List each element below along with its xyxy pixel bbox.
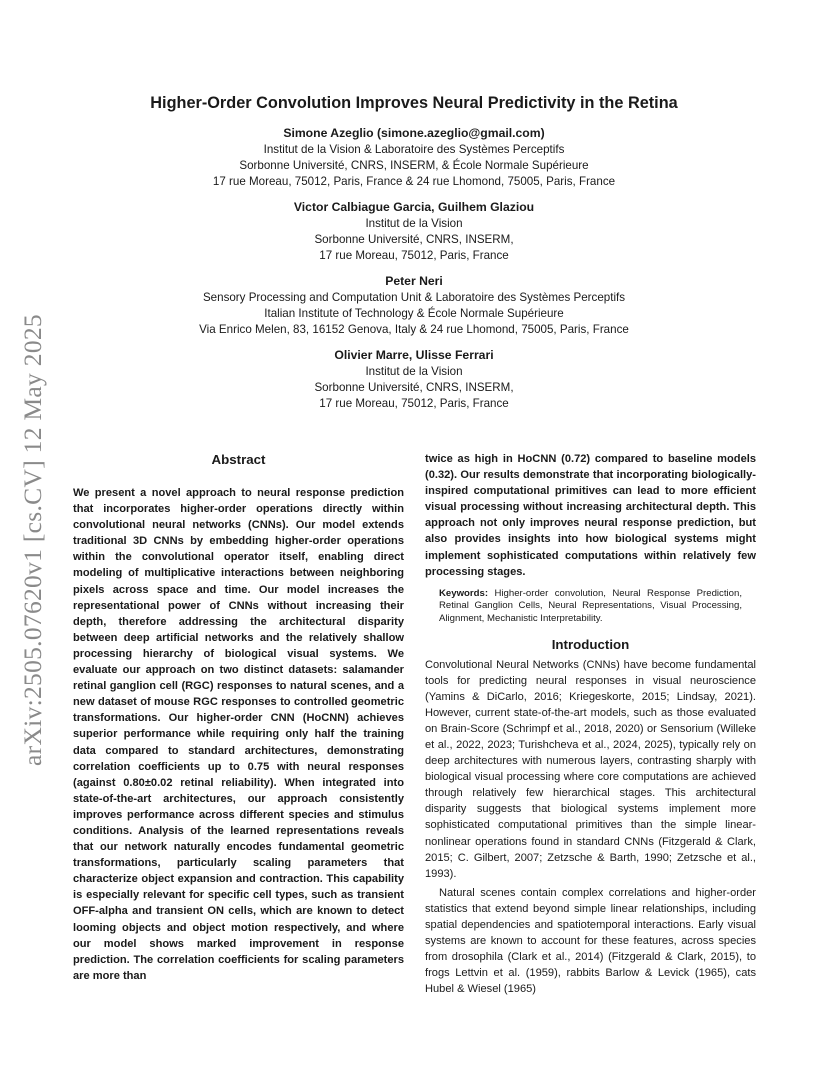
affiliation-line: Sorbonne Université, CNRS, INSERM, xyxy=(314,381,514,394)
affiliation-line: Institut de la Vision & Laboratoire des Systèmes Perceptifs xyxy=(263,143,565,156)
author-block xyxy=(80,199,748,264)
right-column xyxy=(425,451,756,998)
introduction-paragraph: Natural scenes contain complex correlations and higher-order statistics that extend beyond simple linear relationships, including spatial dependencies and spatiotemporal interactions. Early visual systems are known to account for these features, across species from drosophila (Clark et al., 2014) (Fitzgerald & Clark, 2015), to frogs Lettvin et al. (1959), rabbits Barlow & Levick (1965), cats Hubel & Wiesel (1965) xyxy=(425,886,756,996)
affiliation-line: Via Enrico Melen, 83, 16152 Genova, Italy & 24 rue Lhomond, 75005, Paris, France xyxy=(199,323,629,336)
paper-title: Higher-Order Convolution Improves Neural Predictivity in the Retina xyxy=(150,94,678,112)
author-block xyxy=(80,273,748,338)
affiliation-line: Italian Institute of Technology & École Normale Supérieure xyxy=(264,307,564,320)
author-block xyxy=(80,347,748,412)
author-block xyxy=(80,125,748,190)
affiliation-line: Sorbonne Université, CNRS, INSERM, & École Normale Supérieure xyxy=(239,159,589,172)
abstract-heading: Abstract xyxy=(211,452,266,467)
left-column xyxy=(73,451,404,984)
introduction-paragraph: Convolutional Neural Networks (CNNs) have become fundamental tools for predicting neural responses in visual neuroscience (Yamins & DiCarlo, 2016; Kriegeskorte, 2015; Lindsay, 2021). However, current state-of-the-art models, such as those evaluated on Brain-Score (Schrimpf et al., 2018, 2020) or Sensorium (Willeke et al., 2022, 2023; Turishcheva et al., 2024, 2025), typically rely on deep architectures with numerous layers, contrasting sharply with biological visual processing where core computations are achieved through relatively few hierarchical stages. This architectural disparity suggests that biological systems implement more sophisticated computational primitives than the simple linear-nonlinear operations found in standard CNNs (Fitzgerald & Clark, 2015; C. Gilbert, 2007; Zetzsche & Barth, 1990; Zetzsche et al., 1993). xyxy=(425,658,756,880)
affiliation-line: 17 rue Moreau, 75012, Paris, France xyxy=(319,397,509,410)
affiliation-line: Institut de la Vision xyxy=(365,365,463,378)
introduction-heading: Introduction xyxy=(551,636,630,652)
arxiv-stamp xyxy=(8,300,58,780)
author-names: Simone Azeglio (simone.azeglio@gmail.com) xyxy=(283,126,545,140)
abstract-continuation xyxy=(425,451,756,580)
keywords-label: Keywords: xyxy=(439,587,489,599)
affiliation-line: Sensory Processing and Computation Unit & Laboratoire des Systèmes Perceptifs xyxy=(202,291,626,304)
author-names: Peter Neri xyxy=(385,274,443,288)
affiliation-line: Institut de la Vision xyxy=(365,217,463,230)
abstract-body xyxy=(73,485,404,984)
author-list xyxy=(80,125,748,421)
abstract-text-continued: twice as high in HoCNN (0.72) compared to baseline models (0.32). Our results demonstrate that incorporating biologically-inspired computational primitives can lead to more efficient visual processing without increasing architectural depth. This approach not only improves neural response prediction, but also provides insights into how biological systems might implement sophisticated computations within relatively few processing stages. xyxy=(425,453,756,578)
author-names: Victor Calbiague Garcia, Guilhem Glaziou xyxy=(293,200,535,214)
affiliation-line: 17 rue Moreau, 75012, Paris, France xyxy=(319,249,509,262)
affiliation-line: 17 rue Moreau, 75012, Paris, France & 24 rue Lhomond, 75005, Paris, France xyxy=(212,175,616,188)
arxiv-stamp-text: arXiv:2505.07620v1 [cs.CV] 12 May 2025 xyxy=(18,314,47,766)
keywords-text: Higher-order convolution, Neural Response Prediction, Retinal Ganglion Cells, Neural Representations, Visual Processing, Alignment, Mechanistic Interpretability. xyxy=(439,587,742,624)
keywords xyxy=(439,588,742,626)
abstract-text: We present a novel approach to neural response prediction that incorporates higher-order operations directly within convolutional neural networks (CNNs). Our model extends traditional 3D CNNs by embedding higher-order operations within the convolutional operator itself, enabling direct modeling of multiplicative interactions between neighboring pixels across space and time. Our model increases the representational power of CNNs without increasing their depth, therefore addressing the architectural disparity between deep artificial networks and the relatively shallow processing hierarchy of biological visual systems. We evaluate our approach on two distinct datasets: salamander retinal ganglion cell (RGC) responses to natural scenes, and a new dataset of mouse RGC responses to controlled geometric transformations. Our higher-order CNN (HoCNN) achieves superior performance while requiring only half the training data compared to standard architectures, demonstrating correlation coefficients up to 0.75 with neural responses (against 0.80±0.02 retinal reliability). When integrated into state-of-the-art architectures, our approach consistently improves performance across different species and stimulus conditions. Analysis of the learned representations reveals that our network naturally encodes fundamental geometric transformations, particularly scaling parameters that characterize object expansion and contraction. This capability is especially relevant for specific cell types, such as transient OFF-alpha and transient ON cells, which are known to detect looming objects and object motion respectively, and where our model shows marked improvement in response prediction. The correlation coefficients for scaling parameters are more than xyxy=(73,487,404,982)
affiliation-line: Sorbonne Université, CNRS, INSERM, xyxy=(314,233,514,246)
author-names: Olivier Marre, Ulisse Ferrari xyxy=(334,348,494,362)
